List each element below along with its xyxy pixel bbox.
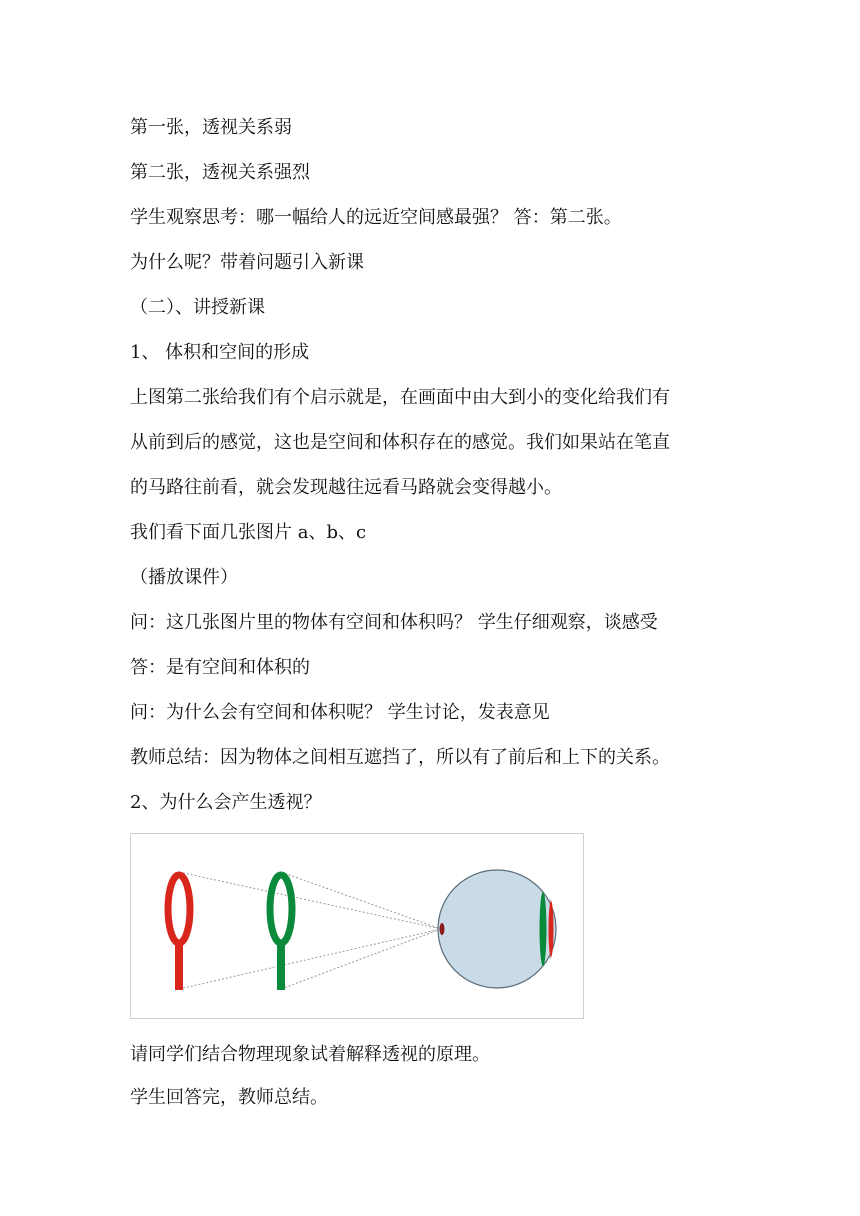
paragraph: （播放课件） [130, 567, 238, 588]
subsection-heading: 2、为什么会产生透视？ [130, 792, 322, 813]
pupil [440, 923, 445, 935]
sight-line [281, 929, 441, 989]
section-heading: （二）、讲授新课 [130, 297, 265, 318]
paragraph: 我们看下面几张图片 a、b、c [130, 522, 367, 543]
sight-line [281, 872, 441, 929]
perspective-diagram-svg [131, 834, 583, 1018]
sight-line [179, 872, 441, 929]
green-retina-image [540, 892, 547, 966]
paragraph: 问：这几张图片里的物体有空间和体积吗？ 学生仔细观察，谈感受 [130, 612, 658, 633]
paragraph: 学生回答完，教师总结。 [130, 1087, 328, 1108]
paragraph: 的马路往前看，就会发现越往远看马路就会变得越小。 [130, 477, 562, 498]
red-lollipop-object [168, 875, 190, 990]
sight-line [179, 929, 441, 989]
paragraph: 从前到后的感觉，这也是空间和体积存在的感觉。我们如果站在笔直 [130, 432, 670, 453]
green-ring [270, 875, 292, 943]
perspective-diagram [130, 833, 584, 1019]
red-stem [175, 942, 183, 990]
subsection-heading: 1、 体积和空间的形成 [130, 342, 310, 363]
paragraph: 请同学们结合物理现象试着解释透视的原理。 [130, 1044, 490, 1065]
red-retina-image [549, 901, 554, 957]
green-lollipop-object [270, 875, 292, 990]
paragraph: 教师总结：因为物体之间相互遮挡了，所以有了前后和上下的关系。 [130, 747, 670, 768]
eyeball-circle [438, 870, 556, 988]
paragraph: 答：是有空间和体积的 [130, 657, 310, 678]
paragraph: 第二张，透视关系强烈 [130, 162, 310, 183]
paragraph: 上图第二张给我们有个启示就是，在画面中由大到小的变化给我们有 [130, 387, 670, 408]
red-ring [168, 875, 190, 943]
paragraph: 为什么呢？带着问题引入新课 [130, 252, 364, 273]
green-stem [277, 942, 285, 990]
eyeball [438, 870, 556, 988]
paragraph: 第一张，透视关系弱 [130, 117, 292, 138]
paragraph: 问：为什么会有空间和体积呢？ 学生讨论，发表意见 [130, 702, 550, 723]
paragraph: 学生观察思考：哪一幅给人的远近空间感最强？ 答：第二张。 [130, 207, 622, 228]
